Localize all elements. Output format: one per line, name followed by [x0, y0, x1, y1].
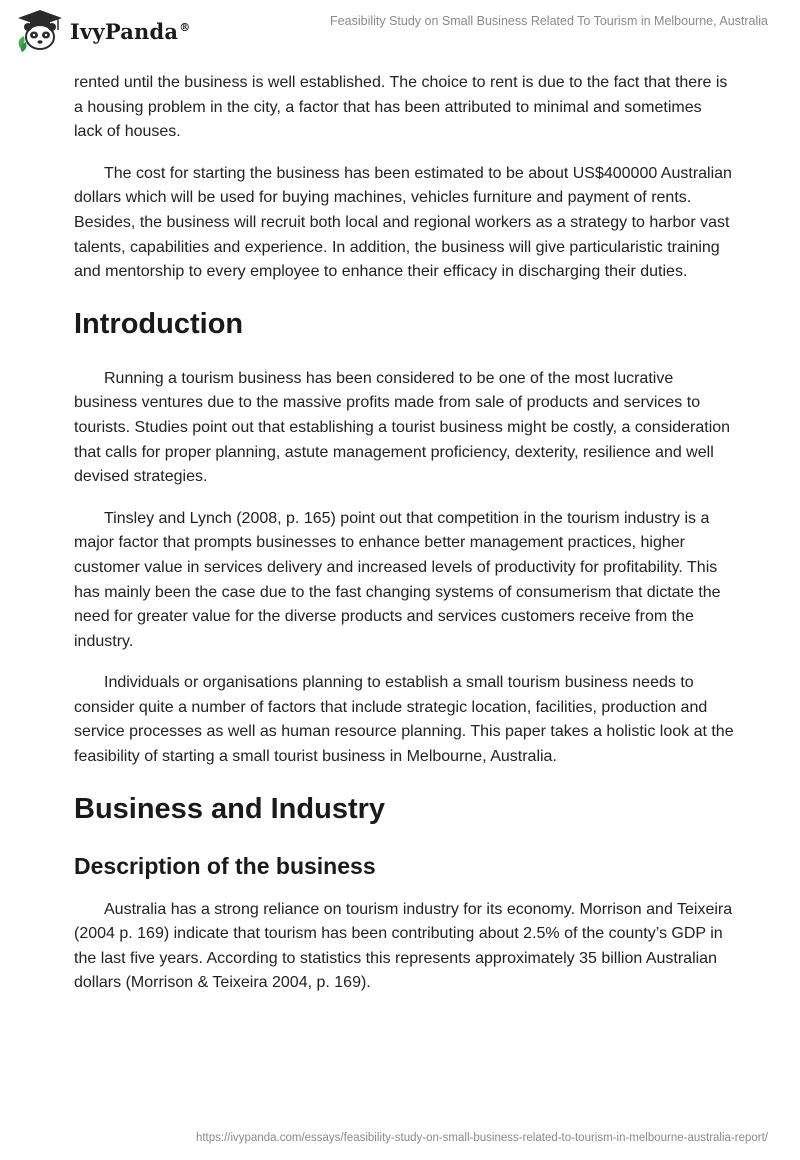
section-heading-business-industry: Business and Industry: [74, 792, 386, 825]
page-header: [0, 0, 800, 66]
paragraph: The cost for starting the business has been estimated to be about US$400000 Australian dollars which will be used for buying machines, vehicles furniture and payment of rents. Besides, the business will recruit both local and regional workers as a strategy to harbor vast talents, capabilities and experience. In addition, the business will give particularistic training and mentorship to every employee to enhance their efficacy in discharging their duties.: [74, 164, 732, 281]
paragraph: Running a tourism business has been considered to be one of the most lucrative business ventures due to the massive profits made from sale of products and services to tourists. Studies point out that establishing a tourist business might be costly, a consideration that calls for proper planning, astute management proficiency, dexterity, resilience and well devised strategies.: [74, 369, 731, 486]
panda-graduate-icon: [14, 8, 66, 54]
brand-logo[interactable]: [14, 8, 190, 54]
paragraph: Tinsley and Lynch (2008, p. 165) point out that competition in the tourism industry is a major factor that prompts businesses to enhance better management practices, higher customer value in services delivery and increased levels of productivity for profitability. This has mainly been the case due to the fast changing systems of consumerism that dictate the need for greater value for the diverse products and services customers receive from the industry.: [74, 509, 721, 650]
brand-name: IvyPanda®: [70, 18, 191, 44]
paragraph: Individuals or organisations planning to establish a small tourism business needs to consider quite a number of factors that include strategic location, facilities, production and service processes as well as human resource planning. This paper takes a holistic look at the feasibility of starting a small tourist business in Melbourne, Australia.: [74, 674, 734, 766]
paragraph: Australia has a strong reliance on tourism industry for its economy. Morrison and Teixeira (2004 p. 169) indicate that tourism has been contributing about 2.5% of the county’s GDP in the last five years. According to statistics this represents approximately 35 billion Australian dollars (Morrison & Teixeira 2004, p. 169).: [74, 900, 733, 992]
registered-mark: ®: [179, 20, 191, 34]
paragraph: rented until the business is well established. The choice to rent is due to the fact that there is a housing problem in the city, a factor that has been attributed to minimal and sometimes lack of houses.: [74, 74, 728, 141]
source-url-link[interactable]: https://ivypanda.com/essays/feasibility-study-on-small-business-related-to-tourism-in-melbourne-australia-report/: [195, 1132, 768, 1144]
subsection-heading-description: Description of the business: [74, 852, 376, 879]
section-heading-introduction: Introduction: [74, 307, 244, 340]
essay-content: [74, 71, 734, 1013]
document-title: Feasibility Study on Small Business Related To Tourism in Melbourne, Australia: [330, 14, 768, 28]
